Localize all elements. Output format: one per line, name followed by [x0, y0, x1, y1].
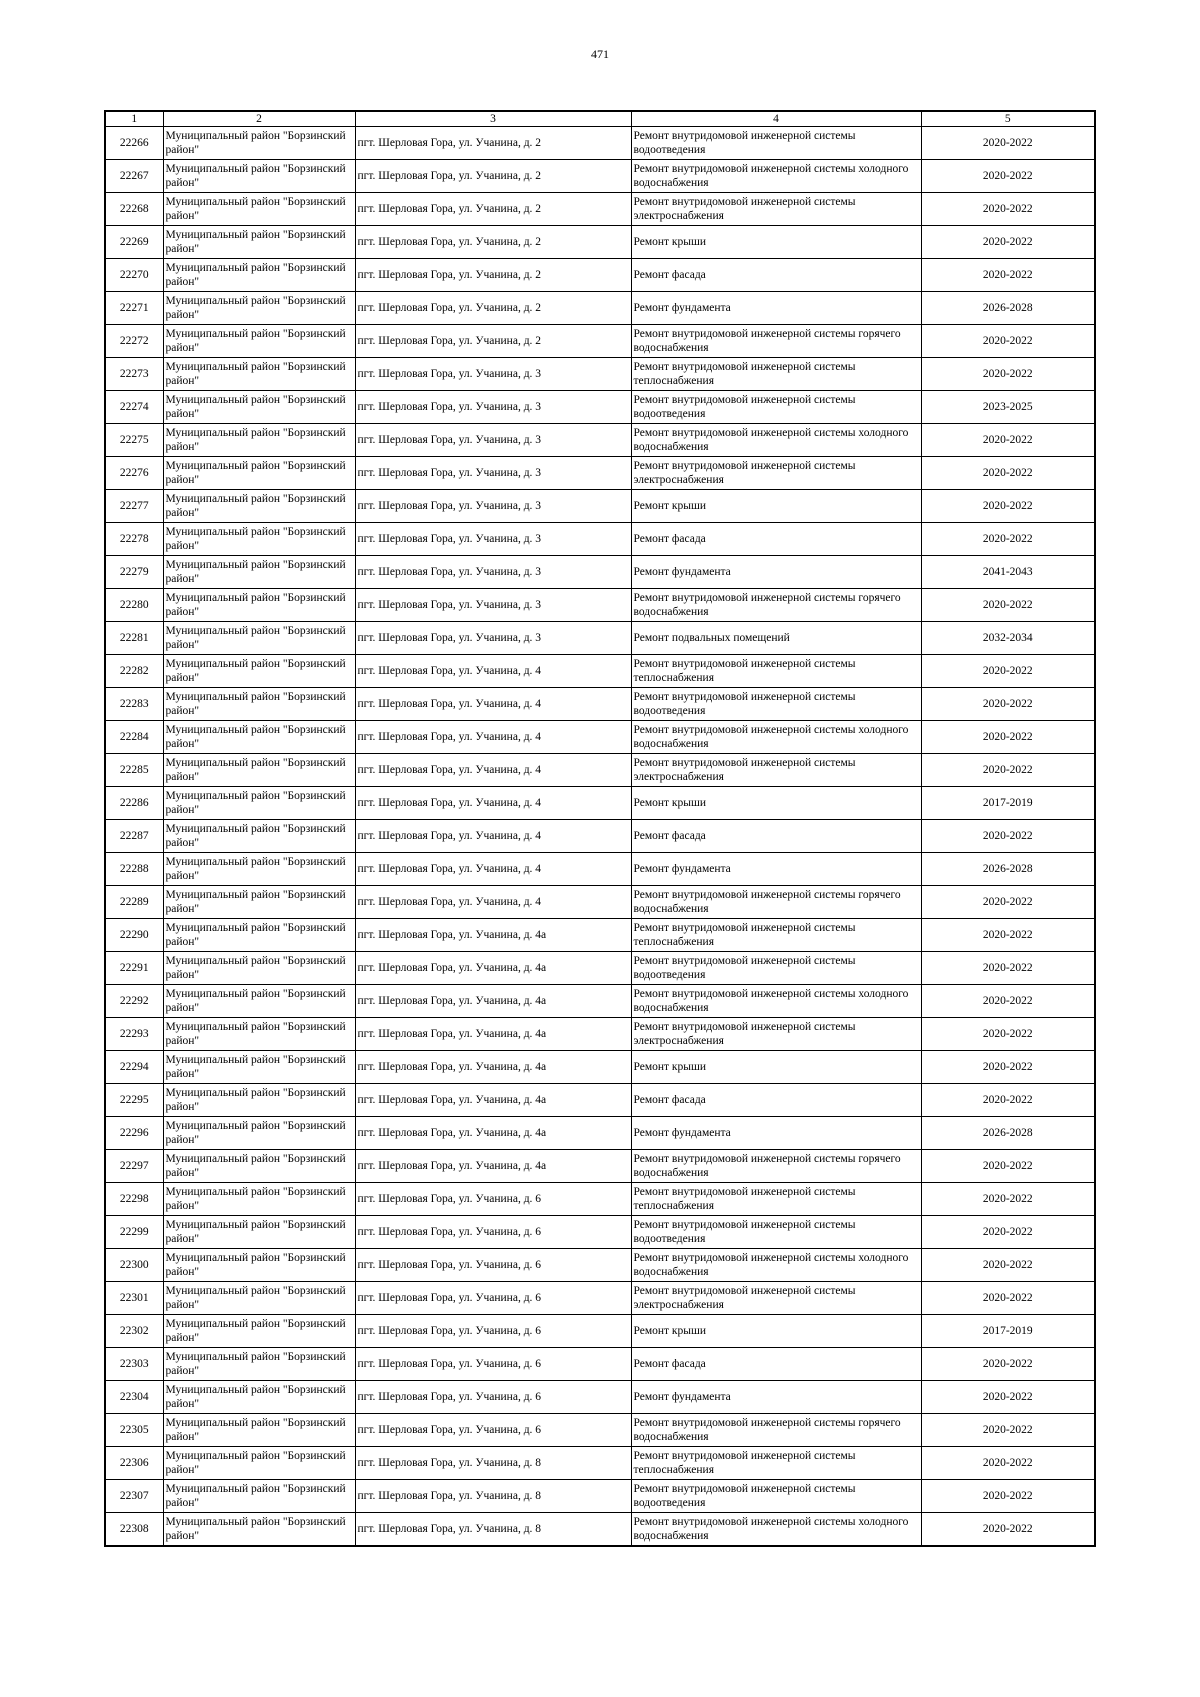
period-cell: 2020-2022: [921, 1414, 1095, 1447]
period-cell: 2020-2022: [921, 820, 1095, 853]
municipality-cell: Муниципальный район "Борзинский район": [163, 622, 355, 655]
work-type-cell: Ремонт фундамента: [631, 292, 921, 325]
work-type-cell: Ремонт внутридомовой инженерной системы водоотведения: [631, 952, 921, 985]
municipality-cell: Муниципальный район "Борзинский район": [163, 1348, 355, 1381]
address-cell: пгт. Шерловая Гора, ул. Учанина, д. 6: [355, 1381, 631, 1414]
row-number-cell: 22288: [105, 853, 163, 886]
period-cell: 2020-2022: [921, 886, 1095, 919]
address-cell: пгт. Шерловая Гора, ул. Учанина, д. 4а: [355, 1150, 631, 1183]
period-cell: 2023-2025: [921, 391, 1095, 424]
period-cell: 2020-2022: [921, 127, 1095, 160]
municipality-cell: Муниципальный район "Борзинский район": [163, 655, 355, 688]
table-row: [105, 259, 1095, 292]
address-cell: пгт. Шерловая Гора, ул. Учанина, д. 2: [355, 193, 631, 226]
period-cell: 2020-2022: [921, 226, 1095, 259]
row-number-cell: 22298: [105, 1183, 163, 1216]
address-cell: пгт. Шерловая Гора, ул. Учанина, д. 4а: [355, 952, 631, 985]
address-cell: пгт. Шерловая Гора, ул. Учанина, д. 6: [355, 1216, 631, 1249]
row-number-cell: 22291: [105, 952, 163, 985]
row-number-cell: 22292: [105, 985, 163, 1018]
period-cell: 2020-2022: [921, 655, 1095, 688]
column-header: 2: [163, 111, 355, 127]
work-type-cell: Ремонт внутридомовой инженерной системы электроснабжения: [631, 754, 921, 787]
row-number-cell: 22299: [105, 1216, 163, 1249]
address-cell: пгт. Шерловая Гора, ул. Учанина, д. 3: [355, 424, 631, 457]
row-number-cell: 22279: [105, 556, 163, 589]
address-cell: пгт. Шерловая Гора, ул. Учанина, д. 3: [355, 358, 631, 391]
address-cell: пгт. Шерловая Гора, ул. Учанина, д. 6: [355, 1249, 631, 1282]
municipality-cell: Муниципальный район "Борзинский район": [163, 259, 355, 292]
municipality-cell: Муниципальный район "Борзинский район": [163, 721, 355, 754]
work-type-cell: Ремонт внутридомовой инженерной системы горячего водоснабжения: [631, 1150, 921, 1183]
period-cell: 2020-2022: [921, 1480, 1095, 1513]
work-type-cell: Ремонт крыши: [631, 787, 921, 820]
row-number-cell: 22283: [105, 688, 163, 721]
municipality-cell: Муниципальный район "Борзинский район": [163, 226, 355, 259]
table-row: [105, 127, 1095, 160]
period-cell: 2020-2022: [921, 1513, 1095, 1547]
period-cell: 2020-2022: [921, 985, 1095, 1018]
work-type-cell: Ремонт фундамента: [631, 853, 921, 886]
row-number-cell: 22297: [105, 1150, 163, 1183]
address-cell: пгт. Шерловая Гора, ул. Учанина, д. 8: [355, 1513, 631, 1547]
municipality-cell: Муниципальный район "Борзинский район": [163, 391, 355, 424]
municipality-cell: Муниципальный район "Борзинский район": [163, 1315, 355, 1348]
municipality-cell: Муниципальный район "Борзинский район": [163, 490, 355, 523]
work-type-cell: Ремонт крыши: [631, 1051, 921, 1084]
table-row: [105, 655, 1095, 688]
municipality-cell: Муниципальный район "Борзинский район": [163, 523, 355, 556]
row-number-cell: 22275: [105, 424, 163, 457]
municipality-cell: Муниципальный район "Борзинский район": [163, 919, 355, 952]
municipality-cell: Муниципальный район "Борзинский район": [163, 1018, 355, 1051]
work-type-cell: Ремонт внутридомовой инженерной системы холодного водоснабжения: [631, 1513, 921, 1547]
table-row: [105, 721, 1095, 754]
table-row: [105, 754, 1095, 787]
address-cell: пгт. Шерловая Гора, ул. Учанина, д. 4а: [355, 1051, 631, 1084]
work-type-cell: Ремонт внутридомовой инженерной системы холодного водоснабжения: [631, 424, 921, 457]
period-cell: 2020-2022: [921, 1249, 1095, 1282]
work-type-cell: Ремонт крыши: [631, 226, 921, 259]
work-type-cell: Ремонт внутридомовой инженерной системы электроснабжения: [631, 457, 921, 490]
column-header: 1: [105, 111, 163, 127]
municipality-cell: Муниципальный район "Борзинский район": [163, 1117, 355, 1150]
address-cell: пгт. Шерловая Гора, ул. Учанина, д. 2: [355, 160, 631, 193]
period-cell: 2026-2028: [921, 292, 1095, 325]
period-cell: 2020-2022: [921, 754, 1095, 787]
period-cell: 2032-2034: [921, 622, 1095, 655]
table-row: [105, 1084, 1095, 1117]
work-type-cell: Ремонт фасада: [631, 820, 921, 853]
work-type-cell: Ремонт внутридомовой инженерной системы теплоснабжения: [631, 358, 921, 391]
municipality-cell: Муниципальный район "Борзинский район": [163, 853, 355, 886]
work-type-cell: Ремонт фундамента: [631, 1381, 921, 1414]
municipality-cell: Муниципальный район "Борзинский район": [163, 1249, 355, 1282]
address-cell: пгт. Шерловая Гора, ул. Учанина, д. 2: [355, 292, 631, 325]
period-cell: 2020-2022: [921, 1084, 1095, 1117]
column-header: 4: [631, 111, 921, 127]
row-number-cell: 22306: [105, 1447, 163, 1480]
period-cell: 2020-2022: [921, 193, 1095, 226]
address-cell: пгт. Шерловая Гора, ул. Учанина, д. 4: [355, 655, 631, 688]
row-number-cell: 22280: [105, 589, 163, 622]
municipality-cell: Муниципальный район "Борзинский район": [163, 160, 355, 193]
municipality-cell: Муниципальный район "Борзинский район": [163, 1447, 355, 1480]
row-number-cell: 22295: [105, 1084, 163, 1117]
municipality-cell: Муниципальный район "Борзинский район": [163, 787, 355, 820]
table-body: [105, 111, 1095, 1546]
table-row: [105, 1117, 1095, 1150]
table-row: [105, 292, 1095, 325]
period-cell: 2026-2028: [921, 853, 1095, 886]
work-type-cell: Ремонт фасада: [631, 1348, 921, 1381]
table-row: [105, 424, 1095, 457]
address-cell: пгт. Шерловая Гора, ул. Учанина, д. 3: [355, 622, 631, 655]
work-type-cell: Ремонт внутридомовой инженерной системы теплоснабжения: [631, 655, 921, 688]
row-number-cell: 22266: [105, 127, 163, 160]
table-row: [105, 1183, 1095, 1216]
address-cell: пгт. Шерловая Гора, ул. Учанина, д. 4: [355, 787, 631, 820]
work-type-cell: Ремонт внутридомовой инженерной системы водоотведения: [631, 1216, 921, 1249]
row-number-cell: 22305: [105, 1414, 163, 1447]
table-row: [105, 325, 1095, 358]
work-type-cell: Ремонт внутридомовой инженерной системы холодного водоснабжения: [631, 160, 921, 193]
municipality-cell: Муниципальный район "Борзинский район": [163, 985, 355, 1018]
table-row: [105, 1513, 1095, 1547]
address-cell: пгт. Шерловая Гора, ул. Учанина, д. 8: [355, 1480, 631, 1513]
period-cell: 2020-2022: [921, 1381, 1095, 1414]
municipality-cell: Муниципальный район "Борзинский район": [163, 1084, 355, 1117]
table-row: [105, 358, 1095, 391]
address-cell: пгт. Шерловая Гора, ул. Учанина, д. 4а: [355, 1117, 631, 1150]
row-number-cell: 22272: [105, 325, 163, 358]
address-cell: пгт. Шерловая Гора, ул. Учанина, д. 4: [355, 688, 631, 721]
table-row: [105, 193, 1095, 226]
work-type-cell: Ремонт внутридомовой инженерной системы водоотведения: [631, 688, 921, 721]
table-row: [105, 490, 1095, 523]
row-number-cell: 22268: [105, 193, 163, 226]
address-cell: пгт. Шерловая Гора, ул. Учанина, д. 3: [355, 490, 631, 523]
row-number-cell: 22269: [105, 226, 163, 259]
address-cell: пгт. Шерловая Гора, ул. Учанина, д. 4а: [355, 919, 631, 952]
period-cell: 2020-2022: [921, 1216, 1095, 1249]
municipality-cell: Муниципальный район "Борзинский район": [163, 457, 355, 490]
work-type-cell: Ремонт внутридомовой инженерной системы электроснабжения: [631, 1018, 921, 1051]
table-row: [105, 952, 1095, 985]
period-cell: 2020-2022: [921, 1150, 1095, 1183]
municipality-cell: Муниципальный район "Борзинский район": [163, 193, 355, 226]
table-row: [105, 523, 1095, 556]
row-number-cell: 22273: [105, 358, 163, 391]
municipality-cell: Муниципальный район "Борзинский район": [163, 589, 355, 622]
address-cell: пгт. Шерловая Гора, ул. Учанина, д. 3: [355, 391, 631, 424]
table-row: [105, 820, 1095, 853]
period-cell: 2020-2022: [921, 721, 1095, 754]
period-cell: 2020-2022: [921, 1183, 1095, 1216]
row-number-cell: 22294: [105, 1051, 163, 1084]
row-number-cell: 22282: [105, 655, 163, 688]
period-cell: 2020-2022: [921, 952, 1095, 985]
table-row: [105, 589, 1095, 622]
table-row: [105, 457, 1095, 490]
period-cell: 2020-2022: [921, 160, 1095, 193]
row-number-cell: 22278: [105, 523, 163, 556]
period-cell: 2020-2022: [921, 688, 1095, 721]
table-row: [105, 886, 1095, 919]
work-type-cell: Ремонт внутридомовой инженерной системы теплоснабжения: [631, 919, 921, 952]
address-cell: пгт. Шерловая Гора, ул. Учанина, д. 4а: [355, 1018, 631, 1051]
table-row: [105, 1150, 1095, 1183]
municipality-cell: Муниципальный район "Борзинский район": [163, 1282, 355, 1315]
row-number-cell: 22270: [105, 259, 163, 292]
row-number-cell: 22277: [105, 490, 163, 523]
period-cell: 2020-2022: [921, 1348, 1095, 1381]
municipality-cell: Муниципальный район "Борзинский район": [163, 292, 355, 325]
column-header: 5: [921, 111, 1095, 127]
table-row: [105, 985, 1095, 1018]
address-cell: пгт. Шерловая Гора, ул. Учанина, д. 3: [355, 589, 631, 622]
municipality-cell: Муниципальный район "Борзинский район": [163, 688, 355, 721]
table-row: [105, 1348, 1095, 1381]
work-type-cell: Ремонт внутридомовой инженерной системы горячего водоснабжения: [631, 589, 921, 622]
address-cell: пгт. Шерловая Гора, ул. Учанина, д. 4: [355, 754, 631, 787]
work-type-cell: Ремонт внутридомовой инженерной системы водоотведения: [631, 1480, 921, 1513]
table-row: [105, 1018, 1095, 1051]
row-number-cell: 22287: [105, 820, 163, 853]
period-cell: 2020-2022: [921, 1018, 1095, 1051]
table-row: [105, 1480, 1095, 1513]
row-number-cell: 22301: [105, 1282, 163, 1315]
period-cell: 2020-2022: [921, 358, 1095, 391]
address-cell: пгт. Шерловая Гора, ул. Учанина, д. 4: [355, 853, 631, 886]
row-number-cell: 22271: [105, 292, 163, 325]
address-cell: пгт. Шерловая Гора, ул. Учанина, д. 4: [355, 820, 631, 853]
address-cell: пгт. Шерловая Гора, ул. Учанина, д. 6: [355, 1183, 631, 1216]
municipality-cell: Муниципальный район "Борзинский район": [163, 1381, 355, 1414]
work-type-cell: Ремонт внутридомовой инженерной системы горячего водоснабжения: [631, 886, 921, 919]
work-type-cell: Ремонт внутридомовой инженерной системы водоотведения: [631, 391, 921, 424]
row-number-cell: 22304: [105, 1381, 163, 1414]
address-cell: пгт. Шерловая Гора, ул. Учанина, д. 6: [355, 1348, 631, 1381]
period-cell: 2020-2022: [921, 523, 1095, 556]
table-row: [105, 1051, 1095, 1084]
table-row: [105, 1414, 1095, 1447]
work-type-cell: Ремонт внутридомовой инженерной системы теплоснабжения: [631, 1447, 921, 1480]
period-cell: 2017-2019: [921, 1315, 1095, 1348]
municipality-cell: Муниципальный район "Борзинский район": [163, 952, 355, 985]
work-type-cell: Ремонт крыши: [631, 1315, 921, 1348]
period-cell: 2020-2022: [921, 424, 1095, 457]
table-row: [105, 1381, 1095, 1414]
period-cell: 2020-2022: [921, 919, 1095, 952]
work-type-cell: Ремонт подвальных помещений: [631, 622, 921, 655]
work-type-cell: Ремонт фундамента: [631, 1117, 921, 1150]
municipality-cell: Муниципальный район "Борзинский район": [163, 1216, 355, 1249]
period-cell: 2020-2022: [921, 1051, 1095, 1084]
municipality-cell: Муниципальный район "Борзинский район": [163, 1480, 355, 1513]
municipality-cell: Муниципальный район "Борзинский район": [163, 325, 355, 358]
period-cell: 2020-2022: [921, 490, 1095, 523]
row-number-cell: 22303: [105, 1348, 163, 1381]
table-row: [105, 853, 1095, 886]
address-cell: пгт. Шерловая Гора, ул. Учанина, д. 6: [355, 1315, 631, 1348]
row-number-cell: 22296: [105, 1117, 163, 1150]
table-row: [105, 1315, 1095, 1348]
column-header: 3: [355, 111, 631, 127]
period-cell: 2026-2028: [921, 1117, 1095, 1150]
period-cell: 2020-2022: [921, 259, 1095, 292]
row-number-cell: 22308: [105, 1513, 163, 1547]
address-cell: пгт. Шерловая Гора, ул. Учанина, д. 6: [355, 1414, 631, 1447]
row-number-cell: 22267: [105, 160, 163, 193]
address-cell: пгт. Шерловая Гора, ул. Учанина, д. 3: [355, 556, 631, 589]
table-row: [105, 160, 1095, 193]
municipality-cell: Муниципальный район "Борзинский район": [163, 556, 355, 589]
municipality-cell: Муниципальный район "Борзинский район": [163, 1414, 355, 1447]
period-cell: 2020-2022: [921, 457, 1095, 490]
table-row: [105, 1249, 1095, 1282]
table-row: [105, 919, 1095, 952]
table-row: [105, 787, 1095, 820]
address-cell: пгт. Шерловая Гора, ул. Учанина, д. 3: [355, 523, 631, 556]
address-cell: пгт. Шерловая Гора, ул. Учанина, д. 4а: [355, 1084, 631, 1117]
period-cell: 2020-2022: [921, 325, 1095, 358]
address-cell: пгт. Шерловая Гора, ул. Учанина, д. 6: [355, 1282, 631, 1315]
address-cell: пгт. Шерловая Гора, ул. Учанина, д. 4: [355, 886, 631, 919]
work-type-cell: Ремонт внутридомовой инженерной системы горячего водоснабжения: [631, 325, 921, 358]
period-cell: 2041-2043: [921, 556, 1095, 589]
row-number-cell: 22284: [105, 721, 163, 754]
work-type-cell: Ремонт фундамента: [631, 556, 921, 589]
row-number-cell: 22276: [105, 457, 163, 490]
address-cell: пгт. Шерловая Гора, ул. Учанина, д. 2: [355, 127, 631, 160]
row-number-cell: 22289: [105, 886, 163, 919]
work-type-cell: Ремонт внутридомовой инженерной системы электроснабжения: [631, 1282, 921, 1315]
schedule-table: [104, 110, 1096, 1547]
work-type-cell: Ремонт внутридомовой инженерной системы холодного водоснабжения: [631, 985, 921, 1018]
period-cell: 2020-2022: [921, 1447, 1095, 1480]
row-number-cell: 22274: [105, 391, 163, 424]
table-row: [105, 1447, 1095, 1480]
address-cell: пгт. Шерловая Гора, ул. Учанина, д. 2: [355, 259, 631, 292]
municipality-cell: Муниципальный район "Борзинский район": [163, 820, 355, 853]
municipality-cell: Муниципальный район "Борзинский район": [163, 358, 355, 391]
work-type-cell: Ремонт внутридомовой инженерной системы горячего водоснабжения: [631, 1414, 921, 1447]
municipality-cell: Муниципальный район "Борзинский район": [163, 1051, 355, 1084]
table-row: [105, 556, 1095, 589]
row-number-cell: 22293: [105, 1018, 163, 1051]
work-type-cell: Ремонт внутридомовой инженерной системы теплоснабжения: [631, 1183, 921, 1216]
work-type-cell: Ремонт фасада: [631, 523, 921, 556]
work-type-cell: Ремонт фасада: [631, 1084, 921, 1117]
address-cell: пгт. Шерловая Гора, ул. Учанина, д. 2: [355, 325, 631, 358]
row-number-cell: 22286: [105, 787, 163, 820]
work-type-cell: Ремонт внутридомовой инженерной системы холодного водоснабжения: [631, 721, 921, 754]
work-type-cell: Ремонт фасада: [631, 259, 921, 292]
row-number-cell: 22285: [105, 754, 163, 787]
table-row: [105, 391, 1095, 424]
municipality-cell: Муниципальный район "Борзинский район": [163, 1150, 355, 1183]
table-row: [105, 622, 1095, 655]
work-type-cell: Ремонт внутридомовой инженерной системы электроснабжения: [631, 193, 921, 226]
address-cell: пгт. Шерловая Гора, ул. Учанина, д. 2: [355, 226, 631, 259]
row-number-cell: 22300: [105, 1249, 163, 1282]
row-number-cell: 22307: [105, 1480, 163, 1513]
table-row: [105, 688, 1095, 721]
table-row: [105, 1216, 1095, 1249]
address-cell: пгт. Шерловая Гора, ул. Учанина, д. 4: [355, 721, 631, 754]
table-header-row: [105, 111, 1095, 127]
municipality-cell: Муниципальный район "Борзинский район": [163, 127, 355, 160]
row-number-cell: 22281: [105, 622, 163, 655]
municipality-cell: Муниципальный район "Борзинский район": [163, 754, 355, 787]
row-number-cell: 22302: [105, 1315, 163, 1348]
page-number: 471: [591, 47, 609, 61]
municipality-cell: Муниципальный район "Борзинский район": [163, 424, 355, 457]
work-type-cell: Ремонт крыши: [631, 490, 921, 523]
address-cell: пгт. Шерловая Гора, ул. Учанина, д. 3: [355, 457, 631, 490]
address-cell: пгт. Шерловая Гора, ул. Учанина, д. 8: [355, 1447, 631, 1480]
work-type-cell: Ремонт внутридомовой инженерной системы водоотведения: [631, 127, 921, 160]
period-cell: 2020-2022: [921, 589, 1095, 622]
period-cell: 2020-2022: [921, 1282, 1095, 1315]
address-cell: пгт. Шерловая Гора, ул. Учанина, д. 4а: [355, 985, 631, 1018]
table-row: [105, 226, 1095, 259]
municipality-cell: Муниципальный район "Борзинский район": [163, 886, 355, 919]
table-row: [105, 1282, 1095, 1315]
municipality-cell: Муниципальный район "Борзинский район": [163, 1513, 355, 1547]
work-type-cell: Ремонт внутридомовой инженерной системы холодного водоснабжения: [631, 1249, 921, 1282]
period-cell: 2017-2019: [921, 787, 1095, 820]
row-number-cell: 22290: [105, 919, 163, 952]
municipality-cell: Муниципальный район "Борзинский район": [163, 1183, 355, 1216]
